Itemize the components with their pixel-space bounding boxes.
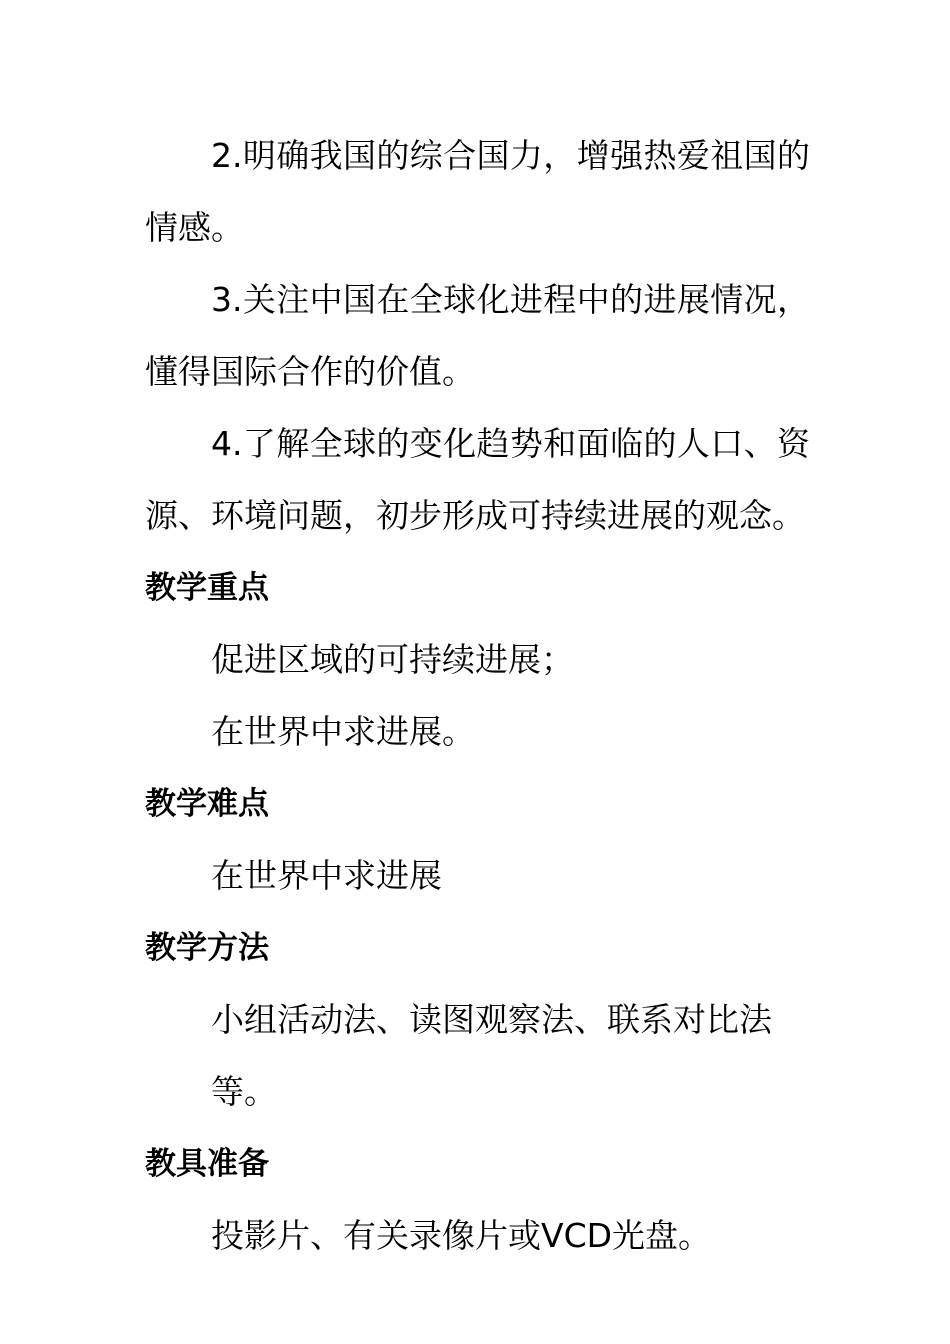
difficulty-item: 在世界中求进展 [211,856,442,895]
objective-2: 2.明确我国的综合国力，增强热爱祖国的情感。 [145,136,810,247]
document-page [145,120,810,1272]
key-point-item: 促进区域的可持续进展； [211,640,574,679]
methods-heading: 教学方法 [145,930,269,966]
objective-4: 4.了解全球的变化趋势和面临的人口、资源、环境问题，初步形成可持续进展的观念。 [145,424,810,535]
methods-item: 小组活动法、读图观察法、联系对比法等。 [211,1000,772,1111]
key-points-heading: 教学重点 [145,570,269,606]
key-point-item: 在世界中求进展。 [211,712,475,751]
tools-heading: 教具准备 [145,1146,269,1182]
tools-item: 投影片、有关录像片或VCD光盘。 [211,1216,712,1255]
objective-3: 3.关注中国在全球化进程中的进展情况，懂得国际合作的价值。 [145,280,810,391]
difficulty-heading: 教学难点 [145,786,269,822]
